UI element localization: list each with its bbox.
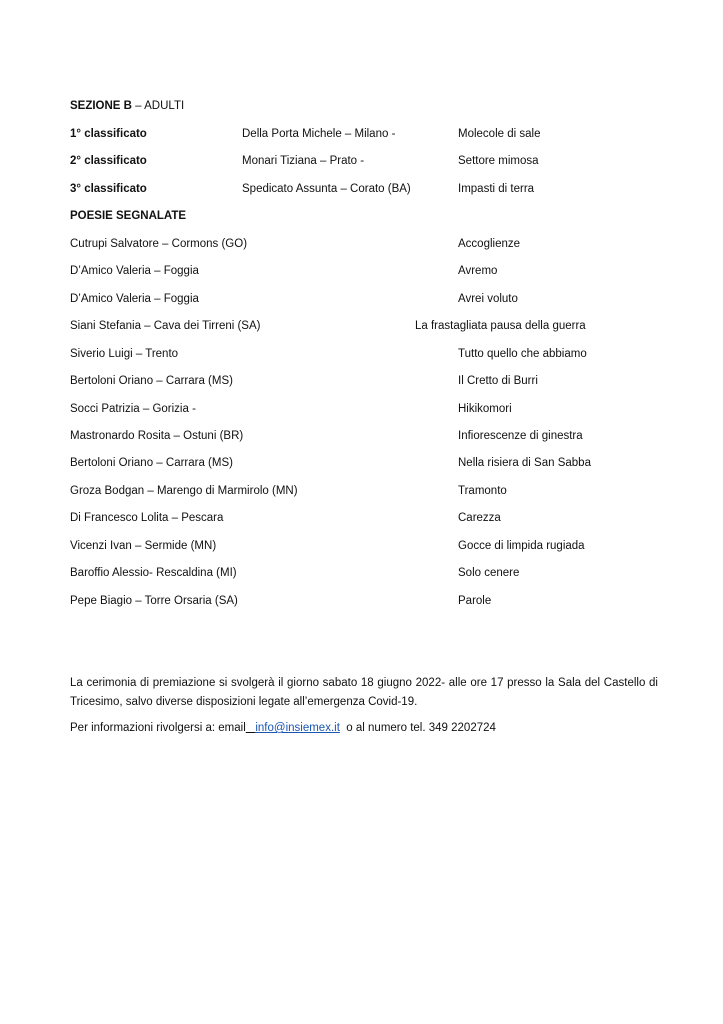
mention-row xyxy=(70,483,660,499)
ceremony-paragraph: La cerimonia di premiazione si svolgerà il giorno sabato 18 giugno 2022- alle ore 17 presso la Sala del Castello di Tricesimo, salvo diverse disposizioni legate all’emergenza Covid-19. xyxy=(70,677,658,708)
mention-author: Mastronardo Rosita – Ostuni (BR) xyxy=(70,430,244,442)
mention-author: Siverio Luigi – Trento xyxy=(70,348,179,360)
winner-title: Molecole di sale xyxy=(458,128,541,140)
winner-author: Della Porta Michele – Milano - xyxy=(242,128,396,140)
mention-author: Vicenzi Ivan – Sermide (MN) xyxy=(70,540,217,552)
mention-title: Avrei voluto xyxy=(458,293,518,305)
mention-author: Siani Stefania – Cava dei Tirreni (SA) xyxy=(70,320,261,332)
mention-title: Carezza xyxy=(458,512,501,524)
mention-author: D’Amico Valeria – Foggia xyxy=(70,265,199,277)
mention-title: Accoglienze xyxy=(458,238,521,250)
winner-author: Monari Tiziana – Prato - xyxy=(242,155,365,167)
winner-row xyxy=(70,181,660,197)
mention-title: Tramonto xyxy=(458,485,507,497)
mention-author: Bertoloni Oriano – Carrara (MS) xyxy=(70,457,233,469)
mention-title: Gocce di limpida rugiada xyxy=(458,540,585,552)
mention-title: Avremo xyxy=(458,265,498,277)
mention-row xyxy=(70,373,660,389)
mention-row xyxy=(70,291,660,307)
winner-place: 2° classificato xyxy=(70,155,147,167)
winner-author: Spedicato Assunta – Corato (BA) xyxy=(242,183,411,195)
mention-row xyxy=(70,455,660,471)
mention-row xyxy=(70,593,660,609)
contact-line xyxy=(70,719,658,738)
section-heading-rest: – ADULTI xyxy=(131,100,185,112)
mentions-heading: POESIE SEGNALATE xyxy=(70,210,187,222)
mention-author: Bertoloni Oriano – Carrara (MS) xyxy=(70,375,233,387)
contact-suffix: o al numero tel. 349 2202724 xyxy=(339,722,496,734)
mention-row xyxy=(70,538,660,554)
mention-author: Groza Bodgan – Marengo di Marmirolo (MN) xyxy=(70,485,298,497)
mention-author: Baroffio Alessio- Rescaldina (MI) xyxy=(70,567,237,579)
mention-row xyxy=(70,401,660,417)
mention-author: Pepe Biagio – Torre Orsaria (SA) xyxy=(70,595,238,607)
mention-author: Cutrupi Salvatore – Cormons (GO) xyxy=(70,238,248,250)
mention-row xyxy=(70,236,660,252)
mention-author: Socci Patrizia – Gorizia - xyxy=(70,403,196,415)
winner-row xyxy=(70,153,660,169)
email-link[interactable]: info@insiemex.it xyxy=(255,722,340,734)
winner-title: Impasti di terra xyxy=(458,183,535,195)
contact-gap xyxy=(246,722,256,734)
mention-title: Il Cretto di Burri xyxy=(458,375,538,387)
mention-title: Parole xyxy=(458,595,492,607)
mention-author: Di Francesco Lolita – Pescara xyxy=(70,512,224,524)
section-heading-bold: SEZIONE B xyxy=(70,100,132,112)
mention-row xyxy=(70,565,660,581)
mention-title: Infiorescenze di ginestra xyxy=(458,430,583,442)
winner-place: 1° classificato xyxy=(70,128,147,140)
mention-row xyxy=(70,346,660,362)
contact-prefix: Per informazioni rivolgersi a: email xyxy=(70,722,246,734)
winner-title: Settore mimosa xyxy=(458,155,539,167)
mention-title: Solo cenere xyxy=(458,567,520,579)
winner-place: 3° classificato xyxy=(70,183,147,195)
section-heading xyxy=(70,98,184,114)
mention-row xyxy=(70,428,660,444)
mention-title: Nella risiera di San Sabba xyxy=(458,457,591,469)
mention-author: D’Amico Valeria – Foggia xyxy=(70,293,199,305)
mention-title: La frastagliata pausa della guerra xyxy=(415,320,586,332)
mention-title: Hikikomori xyxy=(458,403,512,415)
mention-row xyxy=(70,318,660,334)
winner-row xyxy=(70,126,660,142)
mention-row xyxy=(70,510,660,526)
mention-row xyxy=(70,263,660,279)
mention-title: Tutto quello che abbiamo xyxy=(458,348,587,360)
